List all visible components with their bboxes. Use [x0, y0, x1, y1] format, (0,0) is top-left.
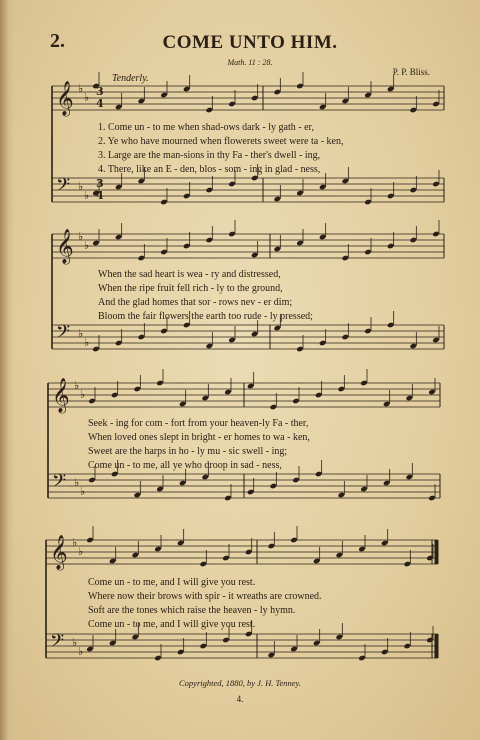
tempo-marking: Tenderly. [112, 73, 149, 84]
time-signature: 4 [96, 97, 104, 110]
hymn-number: 2. [50, 30, 65, 52]
flat-sign: ♭ [78, 645, 84, 658]
flat-sign: ♭ [80, 485, 86, 498]
lyric-line: 1. Come un - to me when shad-ows dark - ly gath - er, [98, 122, 314, 133]
flat-sign: ♭ [74, 476, 80, 489]
bass-clef: 𝄢 [52, 471, 67, 496]
flat-sign: ♭ [72, 536, 78, 549]
lyric-line: 2. Ye who have mourned when flowerets sweet were ta - ken, [98, 136, 344, 147]
lyric-line: Come un - to me, and I will give you rest. [88, 577, 256, 588]
flat-sign: ♭ [78, 545, 84, 558]
lyric-line: 4. There, like an E - den, blos - som - ing in glad - ness, [98, 164, 321, 175]
flat-sign: ♭ [84, 91, 90, 104]
composer-credit: P. P. Bliss. [392, 67, 430, 77]
treble-clef: 𝄞 [56, 229, 74, 264]
lyric-line: Soft are the tones which raise the heaven - ly hymn. [88, 605, 296, 616]
copyright-notice: Copyrighted, 1880, by J. H. Tenney. [179, 678, 301, 688]
bass-clef: 𝄢 [56, 175, 71, 200]
lyric-line: Where now their brows with spir - it wreaths are crowned. [88, 591, 322, 602]
flat-sign: ♭ [84, 239, 90, 252]
bass-clef: 𝄢 [50, 631, 65, 656]
time-signature: 3 [96, 85, 104, 98]
lyric-line: Seek - ing for com - fort from your heaven-ly Fa - ther, [88, 418, 309, 429]
bass-clef: 𝄢 [56, 322, 71, 347]
flat-sign: ♭ [72, 636, 78, 649]
flat-sign: ♭ [84, 336, 90, 349]
page-number: 4. [236, 694, 244, 704]
lyric-line: Bloom the fair flowers the earth too rude - ly pressed; [98, 311, 313, 322]
flat-sign: ♭ [78, 180, 84, 193]
lyric-line: Sweet are the harps in ho - ly mu - sic swell - ing; [88, 446, 288, 457]
time-signature: 4 [96, 189, 104, 202]
lyric-line: 3. Large are the man-sions in thy Fa - ther's dwell - ing, [98, 150, 321, 161]
flat-sign: ♭ [78, 327, 84, 340]
flat-sign: ♭ [78, 82, 84, 95]
treble-clef: 𝄞 [56, 81, 74, 116]
lyric-line: When the ripe fruit fell rich - ly to the ground, [98, 283, 283, 294]
lyric-line: When loved ones slept in bright - er homes to wa - ken, [88, 432, 310, 443]
flat-sign: ♭ [84, 189, 90, 202]
lyric-line: Come un - to me, all ye who droop in sad - ness, [88, 460, 282, 471]
lyric-line: Come un - to me, and I will give you rest. [88, 619, 256, 630]
lyric-line: When the sad heart is wea - ry and distressed, [98, 269, 281, 280]
treble-clef: 𝄞 [50, 535, 68, 570]
lyric-line: And the glad homes that sor - rows nev - er dim; [98, 297, 293, 308]
hymn-title: COME UNTO HIM. [162, 32, 338, 53]
scripture-reference: Math. 11 : 28. [227, 58, 273, 67]
flat-sign: ♭ [74, 379, 80, 392]
flat-sign: ♭ [80, 388, 86, 401]
treble-clef: 𝄞 [52, 378, 70, 413]
time-signature: 3 [96, 177, 104, 190]
flat-sign: ♭ [78, 230, 84, 243]
